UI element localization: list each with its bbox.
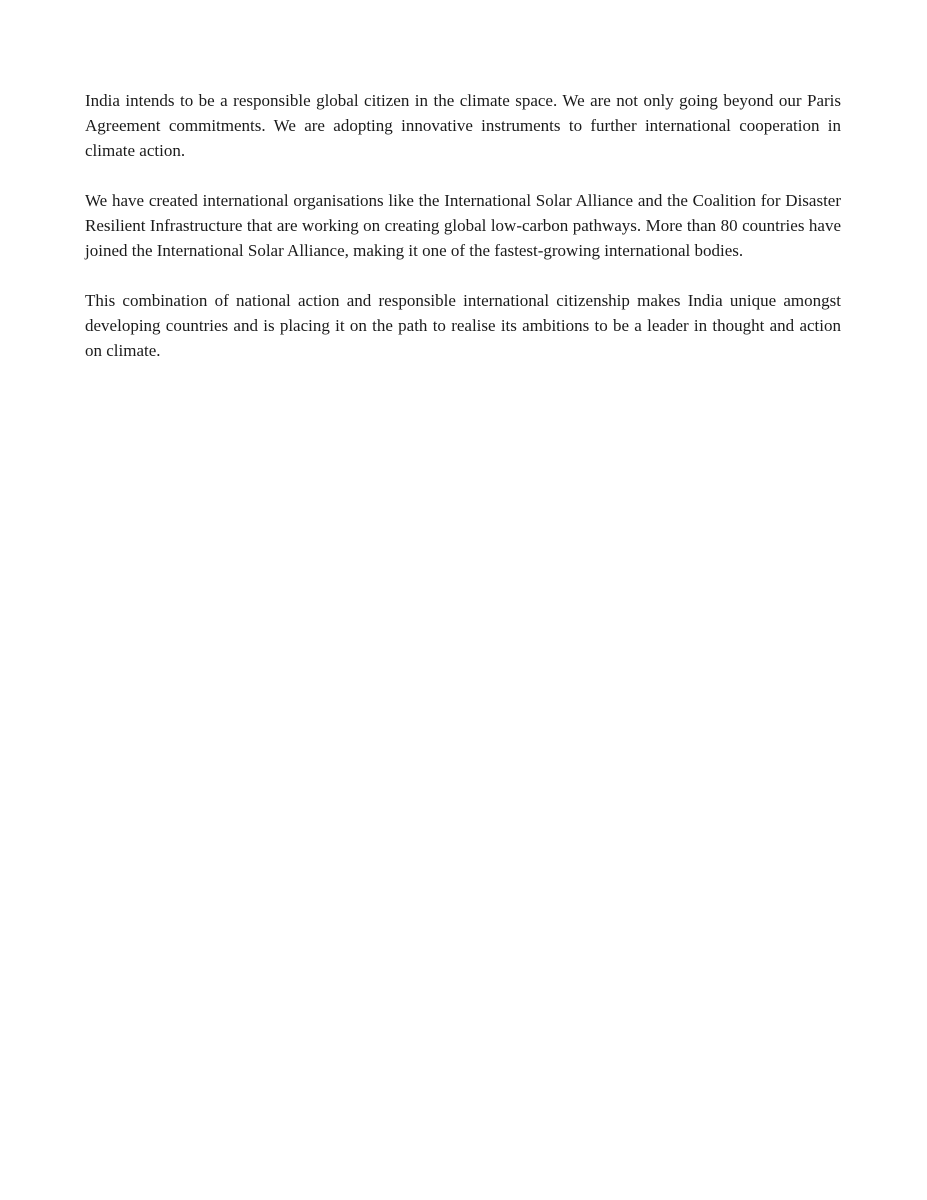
paragraph-national-action: This combination of national action and responsible international citizenship makes India unique amongst developing countries and is placing it on the path to realise its ambitions to be a leader in thought and action on climate.: [85, 291, 841, 360]
document-content: [85, 88, 841, 388]
paragraph-international-organisations: We have created international organisations like the International Solar Alliance and the Coalition for Disaster Resilient Infrastructure that are working on creating global low-carbon pathways. More than 80 countries have joined the International Solar Alliance, making it one of the fastest-growing international bodies.: [85, 191, 841, 260]
paragraph-climate-citizen: India intends to be a responsible global citizen in the climate space. We are not only going beyond our Paris Agreement commitments. We are adopting innovative instruments to further international cooperation in climate action.: [85, 91, 841, 160]
